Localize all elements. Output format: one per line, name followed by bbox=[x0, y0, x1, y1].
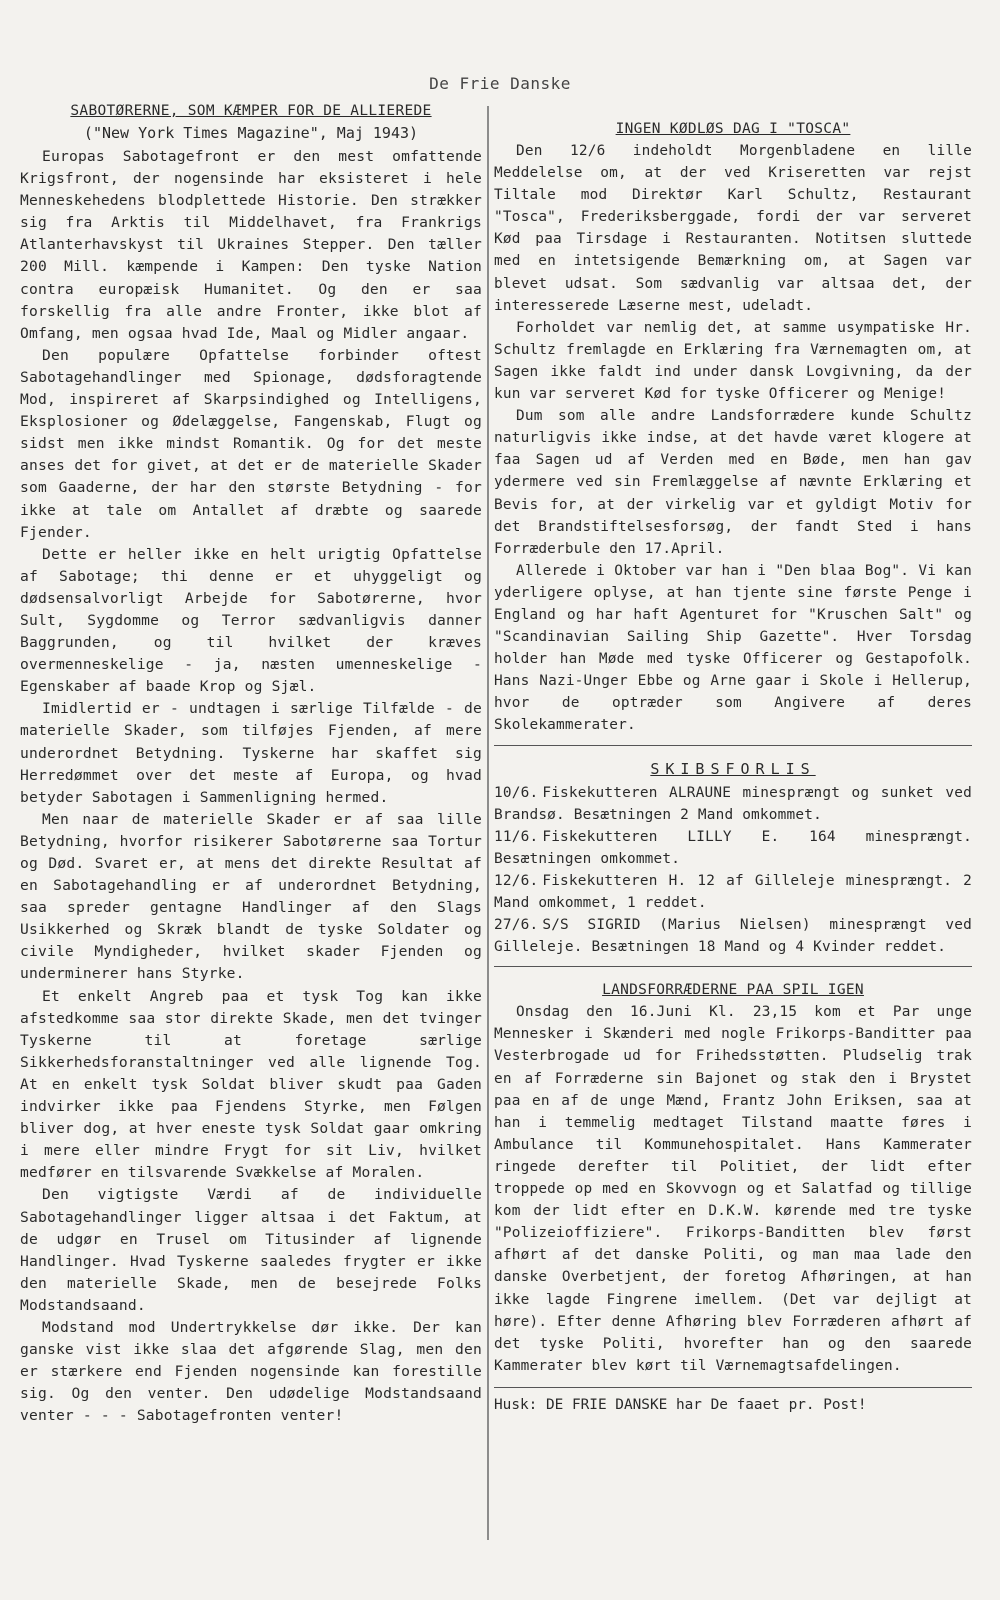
paragraph: Allerede i Oktober var han i "Den blaa Bog". Vi kan yderligere oplyse, at han tjente sine første Penge i England og har haft Agenturet for "Kruschen Salt" og "Scandinavian Sailing Ship Gazette". Hver Torsdag holder han Møde med tyske Officerer og Gestapofolk. Hans Nazi-Unger Ebbe og Arne gaar i Skole i Hellerup, hvor de optræder som Angivere af deres Skolekammerater. bbox=[494, 562, 972, 734]
item-text: Fiskekutteren LILLY E. 164 minesprængt. Besætningen omkommet. bbox=[494, 828, 972, 867]
item-date: 10/6. bbox=[494, 784, 539, 801]
item-date: 12/6. bbox=[494, 872, 539, 889]
item-date: 11/6. bbox=[494, 828, 539, 845]
item-text: S/S SIGRID (Marius Nielsen) minesprængt ved Gilleleje. Besætningen 18 Mand og 4 Kvinder reddet. bbox=[494, 917, 972, 956]
shipwrecks-headline: SKIBSFORLIS bbox=[650, 759, 816, 778]
left-article-source: ("New York Times Magazine", Maj 1943) bbox=[83, 124, 419, 142]
section-divider bbox=[494, 745, 972, 746]
paragraph: Et enkelt Angreb paa et tysk Tog kan ikke afstedkomme saa stor direkte Skade, men det tvinger Tyskerne til at foretage særlige Sikkerhedsforanstaltninger ved alle lignende Tog. At en enkelt tysk Soldat bliver skudt paa Gaden indvirker ikke paa Fjendens Styrke, men Følgen bliver dog, at hver eneste tysk Soldat gaar omkring i mere eller mindre Frygt for sit Liv, hvilket medfører en tilsvarende Svækkelse af Moralen. bbox=[20, 987, 482, 1182]
traitors-article-body bbox=[494, 1001, 972, 1377]
list-item bbox=[494, 914, 972, 958]
paragraph: Forholdet var nemlig det, at samme usympatiske Hr. Schultz fremlagde en Erklæring fra Værnemagten om, at Sagen ikke faldt ind under dansk Lovgivning, da der kun var serveret Kød for tyske Officerer og Menige! bbox=[494, 319, 972, 403]
paragraph: Den vigtigste Værdi af de individuelle Sabotagehandlinger ligger altsaa i det Faktum, at de udgør en Trusel om Titusinder af lignende Handlinger. Hvad Tyskerne saaledes frygter er ikke den materielle Skade, men de besejrede Folks Modstandsaand. bbox=[20, 1186, 482, 1314]
paragraph: Europas Sabotagefront er den mest omfattende Krigsfront, der nogensinde har eksisteret i hele Menneskehedens blodplettede Historie. Den strækker sig fra Arktis til Middelhavet, fra Frankrigs Atlanterhavskyst til Ukraines Stepper. Den tæller 200 Mill. kæmpende i Kampen: Den tyske Nation contra europæisk Humanitet. Og den er saa forskellig fra alle andre Fronter, ikke blot af Omfang, men ogsaa hvad Ide, Maal og Midler angaar. bbox=[20, 148, 482, 342]
paragraph: Dette er heller ikke en helt urigtig Opfattelse af Sabotage; thi denne er et uhyggeligt og dødsensalvorligt Arbejde for Sabotørerne, hvor Sult, Sygdomme og Terror sædvanligvis danner Baggrunden, og til hvilket der kræves overmenneskelige - ja, næsten umenneskelige - Egenskaber af baade Krop og Sjæl. bbox=[20, 545, 482, 696]
shipwrecks-list bbox=[494, 782, 972, 959]
left-article-body bbox=[20, 146, 482, 1427]
left-article-headline: SABOTØRERNE, SOM KÆMPER FOR DE ALLIEREDE bbox=[70, 103, 432, 119]
masthead: De Frie Danske bbox=[429, 74, 571, 93]
paragraph: Onsdag den 16.Juni Kl. 23,15 kom et Par unge Mennesker i Skænderi med nogle Frikorps-Banditter paa Vesterbrogade ud for Frihedsstøtten. Pludselig trak en af Forræderne sin Bajonet og stak den i Brystet paa en af de unge Mænd, Frantz John Eriksen, saa at han i temmelig medtaget Tilstand maatte føres i Ambulance til Kommunehospitalet. Hans Kammerater ringede derefter til Politiet, der lidt efter troppede op med en Skovvogn og et Salatfad og tillige kom der lidt efter en D.K.W. kørende med tre tyske "Polizeioffiziere". Frikorps-Banditten blev først afhørt af det danske Politi, og man maa lade den danske Overbetjent, der foretog Afhøringen, at han ikke lagde Fingrene imellem. (Det var dejligt at høre). Efter denne Afhøring blev Forræderen afhørt af det tyske Politi, hvorefter han og den saarede Kammerater blev kørt til Værnemagtsafdelingen. bbox=[494, 1004, 972, 1374]
paragraph: Modstand mod Undertrykkelse dør ikke. Der kan ganske vist ikke slaa det afgørende Slag, men den er stærkere end Fjenden nogensinde kan forestille sig. Og den venter. Den udødelige Modstandsaand venter - - - Sabotagefronten venter! bbox=[20, 1318, 482, 1425]
tosca-article-headline: INGEN KØDLØS DAG I "TOSCA" bbox=[615, 121, 851, 137]
paragraph: Dum som alle andre Landsforrædere kunde Schultz naturligvis ikke indse, at det havde været klogere at faa Sagen ud af Verden med en Bøde, men han gav ydermere ved sin Fremlæggelse af nævnte Erklæring et Bevis for, at der virkelig var et gyldigt Motiv for det Brandstiftelsesforsøg, der fandt Sted i hans Forræderbule den 17.April. bbox=[494, 408, 972, 557]
item-date: 27/6. bbox=[494, 917, 539, 934]
list-item bbox=[494, 782, 972, 826]
item-text: Fiskekutteren H. 12 af Gilleleje minesprængt. 2 Mand omkommet, 1 reddet. bbox=[494, 872, 972, 911]
list-item bbox=[494, 826, 972, 870]
footer-note: Husk: DE FRIE DANSKE har De faaet pr. Post! bbox=[494, 1387, 972, 1416]
list-item bbox=[494, 870, 972, 914]
column-divider bbox=[487, 106, 489, 1540]
paragraph: Imidlertid er - undtagen i særlige Tilfælde - de materielle Skader, som tilføjes Fjenden, af mere underordnet Betydning. Tyskerne har skaffet sig Herredømmet over det meste af Europa, og hvad betyder Sabotagen i Sammenligning hermed. bbox=[20, 700, 482, 806]
section-divider bbox=[494, 966, 972, 967]
paragraph: Men naar de materielle Skader er af saa lille Betydning, hvorfor risikerer Sabotørerne saa Tortur og Død. Svaret er, at mens det direkte Resultat af en Sabotagehandling er af underordnet Betydning, saa spreder gentagne Handlinger af den Slags Usikkerhed og Skræk blandt de tyske Soldater og civile Myndigheder, hvilket skader Fjenden og underminerer hans Styrke. bbox=[20, 810, 482, 983]
left-column bbox=[20, 100, 482, 1427]
right-column bbox=[494, 118, 972, 1416]
item-text: Fiskekutteren ALRAUNE minesprængt og sunket ved Brandsø. Besætningen 2 Mand omkommet. bbox=[494, 784, 972, 823]
paragraph: Den 12/6 indeholdt Morgenbladene en lille Meddelelse om, at der ved Kriseretten var rejst Tiltale mod Direktør Karl Schultz, Restaurant "Tosca", Frederiksberggade, fordi der var serveret Kød paa Tirsdage i Restauranten. Notitsen sluttede med en intetsigende Bemærkning om, at Sagen var blevet udsat. Som sædvanlig var altsaa det, der interesserede Læserne mest, udeladt. bbox=[494, 143, 972, 314]
tosca-article-body bbox=[494, 140, 972, 737]
paragraph: Den populære Opfattelse forbinder oftest Sabotagehandlinger med Spionage, dødsforagtende Mod, inspireret af Skarpsindighed og Intelligens, Eksplosioner og Ødelæggelse, Fangenskab, Flugt og sidst men ikke mindst Romantik. Og for det meste anses det for givet, at det er de materielle Skader som Gaaderne, der har den største Betydning - for ikke at tale om Antallet af dræbte og saarede Fjender. bbox=[20, 346, 482, 541]
traitors-article-headline: LANDSFORRÆDERNE PAA SPIL IGEN bbox=[602, 982, 864, 999]
